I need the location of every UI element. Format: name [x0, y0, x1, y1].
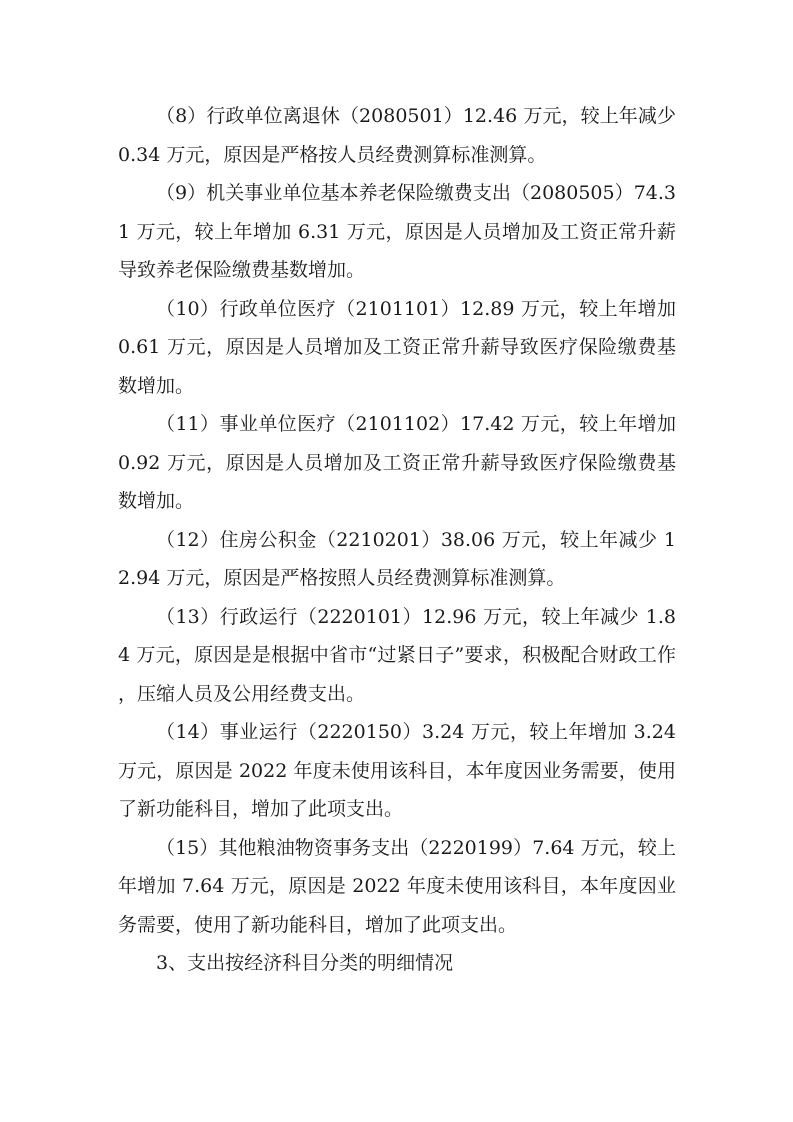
paragraph-15-grain-oil-affairs: （15）其他粮油物资事务支出（2220199）7.64 万元，较上年增加 7.64 万元，原因是 2022 年度未使用该科目，本年度因业务需要，使用了新功能科目，增加了此项支出。 — [118, 836, 676, 936]
document-body — [118, 97, 676, 983]
paragraph-13-admin-operation: （13）行政运行（2220101）12.96 万元，较上年减少 1.84 万元，原因是是根据中省市“过紧日子”要求，积极配合财政工作，压缩人员及公用经费支出。 — [118, 605, 676, 705]
paragraph-9-pension-insurance: （9）机关事业单位基本养老保险缴费支出（2080505）74.31 万元，较上年增加 6.31 万元，原因是人员增加及工资正常升薪导致养老保险缴费基数增加。 — [118, 182, 676, 281]
paragraph-12-housing-fund: （12）住房公积金（2210201）38.06 万元，较上年减少 12.94 万元，原因是严格按照人员经费测算标准测算。 — [118, 528, 676, 589]
paragraph-10-admin-medical: （10）行政单位医疗（2101101）12.89 万元，较上年增加 0.61 万元，原因是人员增加及工资正常升薪导致医疗保险缴费基数增加。 — [118, 297, 676, 397]
paragraph-14-institution-operation: （14）事业运行（2220150）3.24 万元，较上年增加 3.24 万元，原因是 2022 年度未使用该科目，本年度因业务需要，使用了新功能科目，增加了此项支出。 — [118, 721, 676, 820]
paragraph-11-institution-medical: （11）事业单位医疗（2101102）17.42 万元，较上年增加 0.92 万元，原因是人员增加及工资正常升薪导致医疗保险缴费基数增加。 — [118, 413, 676, 512]
paragraph-8-retirement: （8）行政单位离退休（2080501）12.46 万元，较上年减少 0.34 万元，原因是严格按人员经费测算标准测算。 — [118, 105, 676, 166]
section-heading: 3、支出按经济科目分类的明细情况 — [156, 952, 454, 974]
